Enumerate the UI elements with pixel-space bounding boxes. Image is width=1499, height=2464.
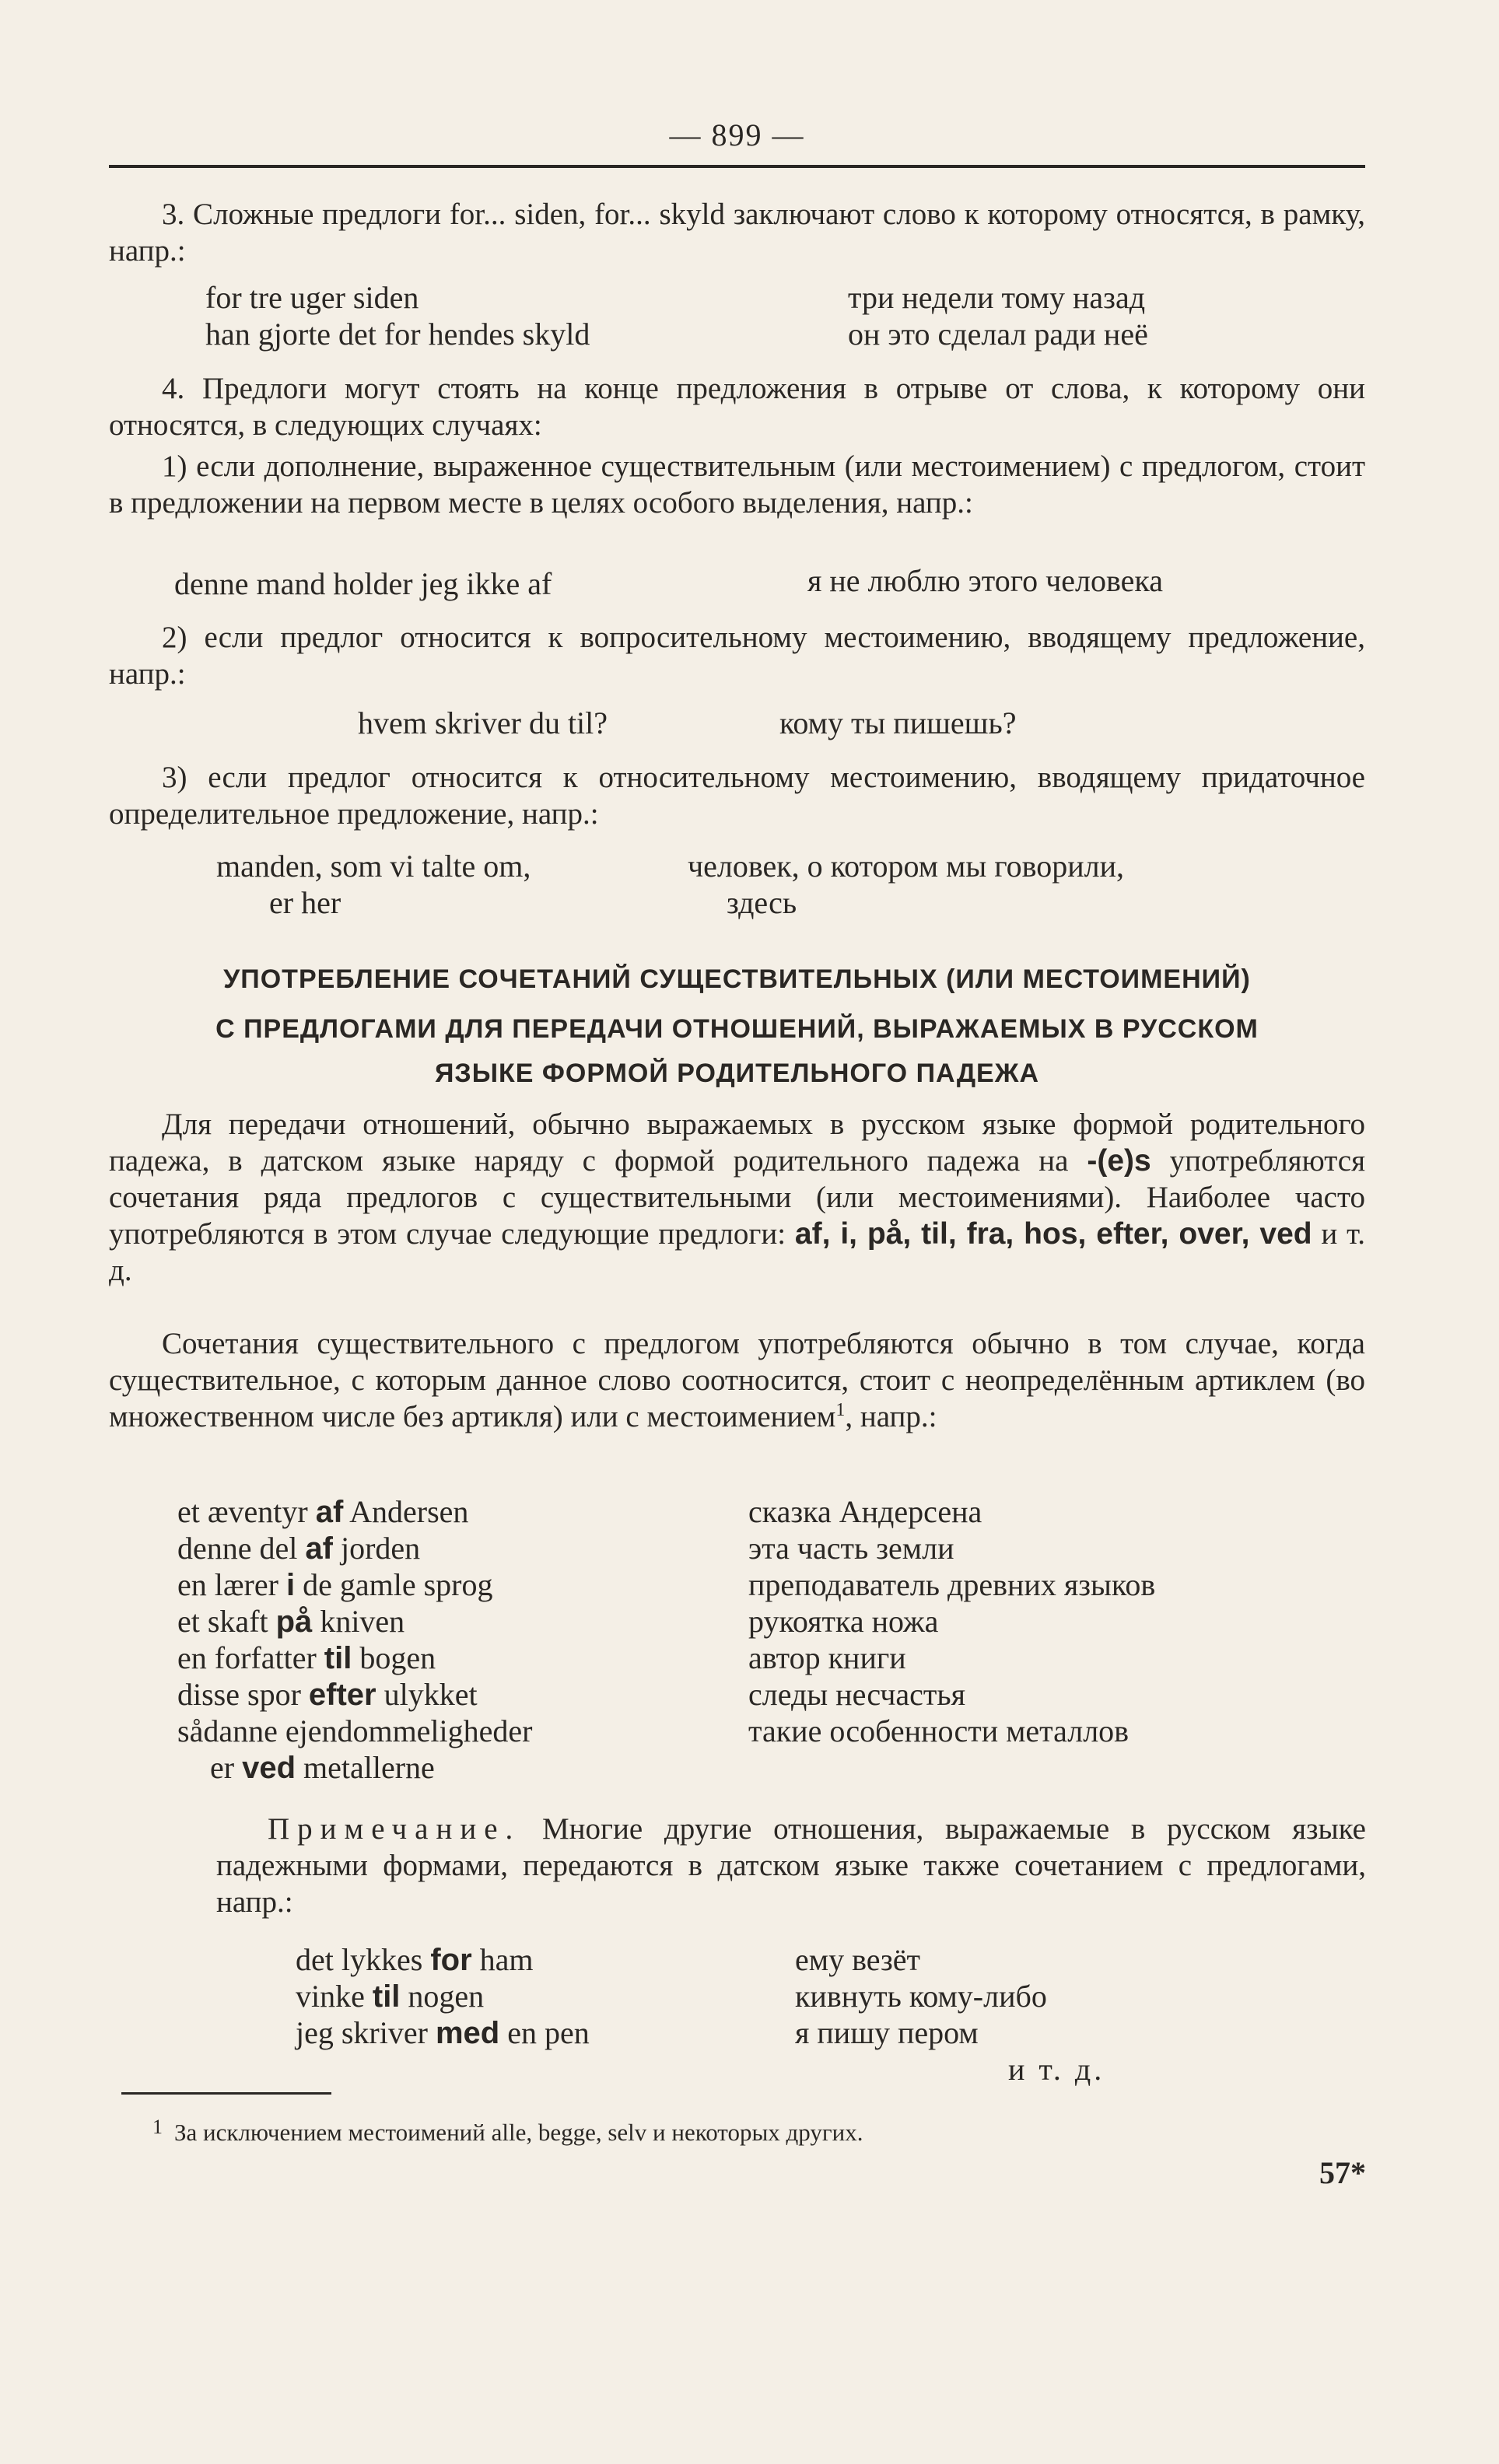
footnote-mark: 1 <box>152 2116 163 2138</box>
signature-mark: 57* <box>1319 2155 1366 2190</box>
body-text: и т. д. <box>109 1217 1365 1287</box>
case-1-paragraph: 1) если дополнение, выраженное существительным (или местоимением) с предлогом, стоит в предложении на первом месте в целях особого выделения, напр.: <box>109 450 1365 520</box>
note-text: Многие другие отношения, выражаемые в русском языке падежными формами, передаются в датском языке также сочетанием с предлогами, напр.: <box>216 1812 1366 1919</box>
genitive-suffix: -(e)s <box>1087 1144 1151 1178</box>
note-example-russian: кивнуть кому-либо <box>795 1979 1047 2014</box>
body-text: Сочетания существительного с предлогом употребляются обычно в том случае, когда существительное, с которым данное слово соотносится, стоит с неопределённым артиклем (во множественном числе без артикля) или с местоимением <box>109 1327 1365 1433</box>
footnote-rule <box>121 2092 331 2095</box>
case-2-russian: кому ты пишешь? <box>779 705 1017 740</box>
case-2-danish: hvem skriver du til? <box>358 705 608 740</box>
body-text: Для передачи отношений, обычно выражаемых в русском языке формой родительного падежа, в датском языке наряду с формой родительного падежа на <box>109 1108 1365 1178</box>
note-example-danish: vinke til nogen <box>296 1979 485 2014</box>
body-paragraph-2 <box>109 1325 1365 1435</box>
page-number: — 899 — <box>669 117 805 152</box>
note-example-russian: я пишу пером <box>795 2015 979 2050</box>
case-1-russian: я не люблю этого человека <box>807 563 1163 598</box>
case-2-paragraph: 2) если предлог относится к вопросительному местоимению, вводящему предложение, напр.: <box>109 621 1365 691</box>
example-russian: такие особенности металлов <box>748 1713 1130 1748</box>
example-danish: et skaft på kniven <box>177 1604 405 1639</box>
section-3-paragraph: 3. Сложные предлоги for... siden, for... skyld заключают слово к которому относятся, в рамку, напр.: <box>109 198 1365 268</box>
note-example-danish: jeg skriver med en pen <box>296 2015 590 2050</box>
preposition-list: af, i, på, til, fra, hos, efter, over, ved <box>794 1217 1312 1251</box>
example-russian: автор книги <box>748 1640 906 1675</box>
body-paragraph-1 <box>109 1106 1365 1289</box>
note-example-danish: det lykkes for ham <box>296 1942 534 1977</box>
example-danish: disse spor efter ulykket <box>177 1677 478 1712</box>
example-danish: et æventyr af Andersen <box>177 1494 469 1529</box>
example-russian: три недели тому назад <box>848 280 1146 315</box>
example-danish: en lærer i de gamle sprog <box>177 1567 493 1602</box>
header-rule <box>109 165 1365 168</box>
note-example-russian: ему везёт <box>795 1942 920 1977</box>
footnote-text: За исключением местоимений alle, begge, selv и некоторых других. <box>174 2119 863 2146</box>
example-russian: преподаватель древних языков <box>748 1567 1156 1602</box>
note-label: Примечание. <box>268 1812 521 1846</box>
section-heading-line: УПОТРЕБЛЕНИЕ СОЧЕТАНИЙ СУЩЕСТВИТЕЛЬНЫХ (ИЛИ МЕСТОИМЕНИЙ) <box>223 964 1251 994</box>
case-3-russian-cont: здесь <box>727 885 797 920</box>
example-russian: рукоятка ножа <box>748 1604 939 1639</box>
body-text: , напр.: <box>845 1400 937 1433</box>
note-paragraph <box>216 1811 1366 1920</box>
case-3-paragraph: 3) если предлог относится к относительному местоимению, вводящему придаточное определительное предложение, напр.: <box>109 761 1365 831</box>
example-danish: for tre uger siden <box>205 280 419 315</box>
example-russian: следы несчастья <box>748 1677 966 1712</box>
example-danish: en forfatter til bogen <box>177 1640 436 1675</box>
example-russian: эта часть земли <box>748 1531 954 1566</box>
note-etc: и т. д. <box>1008 2052 1105 2087</box>
section-heading-line: ЯЗЫКЕ ФОРМОЙ РОДИТЕЛЬНОГО ПАДЕЖА <box>434 1059 1040 1088</box>
section-heading-line: С ПРЕДЛОГАМИ ДЛЯ ПЕРЕДАЧИ ОТНОШЕНИЙ, ВЫРАЖАЕМЫХ В РУССКОМ <box>215 1014 1259 1044</box>
case-3-danish-cont: er her <box>269 885 341 920</box>
example-danish: denne del af jorden <box>177 1531 421 1566</box>
example-danish-cont: er ved metallerne <box>210 1750 435 1785</box>
example-russian: сказка Андерсена <box>748 1494 982 1529</box>
section-4-paragraph: 4. Предлоги могут стоять на конце предложения в отрыве от слова, к которому они относятся, в следующих случаях: <box>109 372 1365 442</box>
case-1-danish: denne mand holder jeg ikke af <box>174 566 552 601</box>
example-russian: он это сделал ради неё <box>848 317 1148 352</box>
example-danish: sådanne ejendommeligheder <box>177 1713 533 1748</box>
case-3-russian: человек, о котором мы говорили, <box>688 849 1125 884</box>
body-text: употребляются сочетания ряда предлогов с существительными (или местоимениями). Наиболее часто употребляются в этом случае следующие предлоги: <box>109 1144 1366 1251</box>
example-danish: han gjorte det for hendes skyld <box>205 317 590 352</box>
case-3-danish: manden, som vi talte om, <box>216 849 531 884</box>
footnote-ref: 1 <box>835 1400 846 1420</box>
